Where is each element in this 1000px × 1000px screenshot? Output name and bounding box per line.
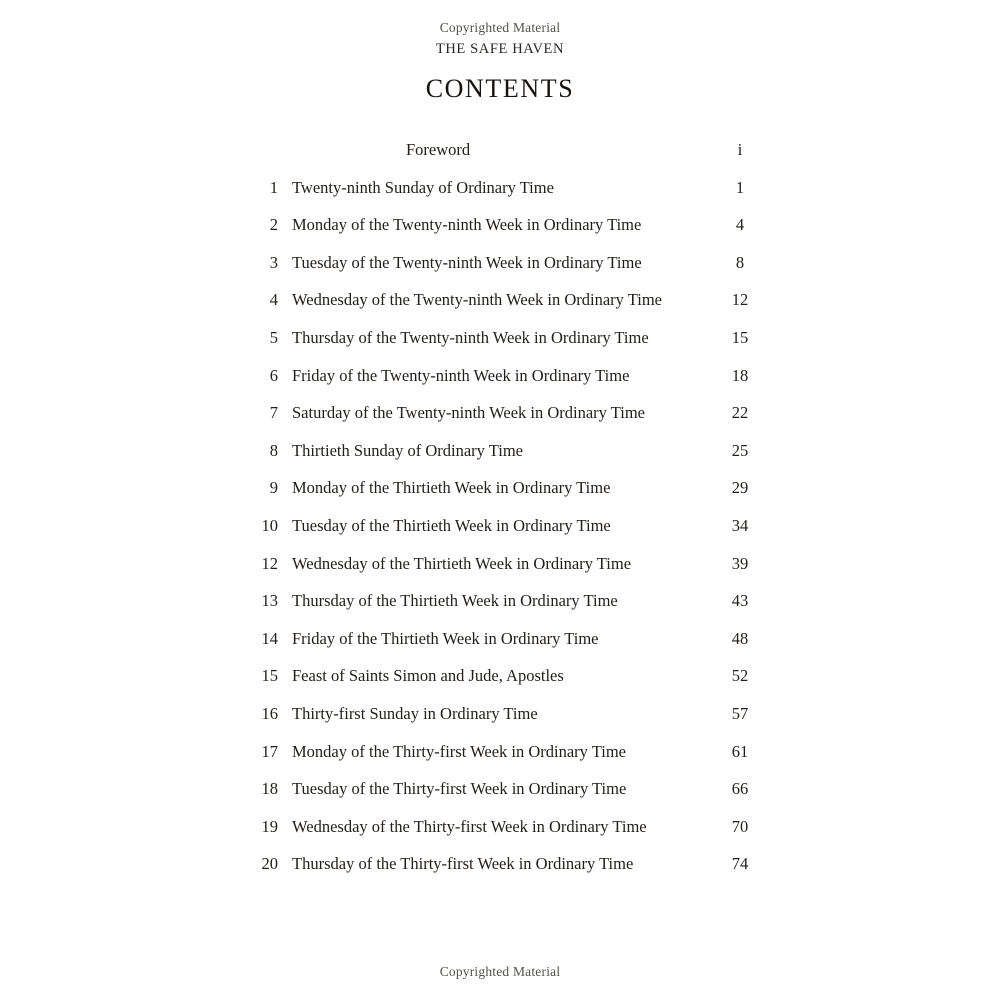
toc-entry [250,704,770,742]
toc-entry-title: Twenty-ninth Sunday of Ordinary Time [292,177,554,197]
toc-entry-number: 6 [269,365,278,385]
toc-entry-number: 5 [269,327,278,347]
toc-entry [250,328,770,366]
toc-entry-title: Friday of the Thirtieth Week in Ordinary Time [292,628,599,648]
toc-entry-title: Monday of the Thirtieth Week in Ordinary Time [292,478,611,498]
toc-entry [250,629,770,667]
toc-entry-page: 1 [735,177,745,197]
toc-entry-page: 48 [731,628,749,648]
toc-entry-title: Saturday of the Twenty-ninth Week in Ordinary Time [292,403,645,423]
toc-entry-page: 4 [735,215,745,235]
running-head: THE SAFE HAVEN [435,41,565,57]
table-of-contents [250,140,770,892]
copyright-watermark-bottom: Copyrighted Material [439,964,561,979]
toc-entry-page: 70 [731,816,749,836]
toc-entry [250,478,770,516]
toc-entry-number: 2 [269,215,278,235]
toc-entry-page: 22 [731,403,749,423]
toc-entry-title: Monday of the Thirty-first Week in Ordinary Time [292,741,626,761]
toc-entry [250,403,770,441]
toc-entry-page: i [737,140,743,159]
toc-entry-title: Wednesday of the Thirtieth Week in Ordinary Time [292,553,632,573]
toc-entry-number: 7 [269,403,278,423]
toc-entry-number: 9 [269,478,278,498]
toc-entry-number: 16 [261,703,278,723]
toc-entry-page: 66 [731,779,749,799]
toc-entry [250,591,770,629]
toc-entry-title: Wednesday of the Twenty-ninth Week in Ordinary Time [292,290,662,310]
toc-entry-title: Wednesday of the Thirty-first Week in Ordinary Time [292,816,647,836]
toc-entry-page: 18 [731,365,749,385]
toc-entry [250,441,770,479]
toc-entry-page: 74 [731,854,749,874]
toc-entry-number: 8 [269,440,278,460]
toc-entry-title: Thursday of the Thirtieth Week in Ordinary Time [292,591,618,611]
toc-entry-number: 20 [261,854,278,874]
toc-entry [250,366,770,404]
toc-entry-title: Thursday of the Thirty-first Week in Ordinary Time [292,854,634,874]
toc-entry-title: Tuesday of the Thirty-first Week in Ordinary Time [292,779,627,799]
toc-entry-title: Thirtieth Sunday of Ordinary Time [292,440,523,460]
page-title: CONTENTS [425,74,575,103]
toc-entry-page: 8 [735,252,745,272]
toc-entry-number: 13 [261,591,278,611]
toc-entry-title: Feast of Saints Simon and Jude, Apostles [292,666,564,686]
toc-entry [250,140,770,178]
toc-entry-page: 52 [731,666,749,686]
toc-entry [250,779,770,817]
toc-entry [250,666,770,704]
toc-entry-page: 15 [731,327,749,347]
toc-entry-title: Tuesday of the Twenty-ninth Week in Ordinary Time [292,252,642,272]
toc-entry-number: 10 [261,515,278,535]
toc-entry-title: Friday of the Twenty-ninth Week in Ordinary Time [292,365,630,385]
toc-entry-page: 12 [731,290,749,310]
toc-entry-number: 19 [261,816,278,836]
toc-entry-page: 61 [731,741,749,761]
toc-entry-number: 1 [269,177,278,197]
toc-entry [250,817,770,855]
toc-entry-title: Tuesday of the Thirtieth Week in Ordinary Time [292,515,611,535]
toc-entry-page: 39 [731,553,749,573]
toc-entry-number: 12 [261,553,278,573]
toc-entry [250,516,770,554]
toc-entry-title: Thirty-first Sunday in Ordinary Time [292,703,538,723]
toc-entry-number: 15 [261,666,278,686]
toc-entry [250,290,770,328]
toc-entry [250,215,770,253]
toc-entry-title: Thursday of the Twenty-ninth Week in Ordinary Time [292,327,649,347]
toc-entry-number: 17 [261,741,278,761]
toc-entry-title: Foreword [406,140,471,159]
toc-entry [250,742,770,780]
toc-entry-number: 18 [261,779,278,799]
toc-entry [250,554,770,592]
toc-entry-page: 25 [731,440,749,460]
toc-entry-number: 14 [261,628,278,648]
toc-entry-page: 43 [731,591,749,611]
toc-entry-number: 3 [269,252,278,272]
copyright-watermark-top: Copyrighted Material [439,20,561,35]
toc-entry-title: Monday of the Twenty-ninth Week in Ordinary Time [292,215,642,235]
toc-entry [250,253,770,291]
toc-entry-number: 4 [269,290,278,310]
toc-entry-page: 34 [731,515,749,535]
toc-entry [250,854,770,892]
toc-entry-page: 29 [731,478,749,498]
toc-entry-page: 57 [731,703,749,723]
toc-entry [250,178,770,216]
